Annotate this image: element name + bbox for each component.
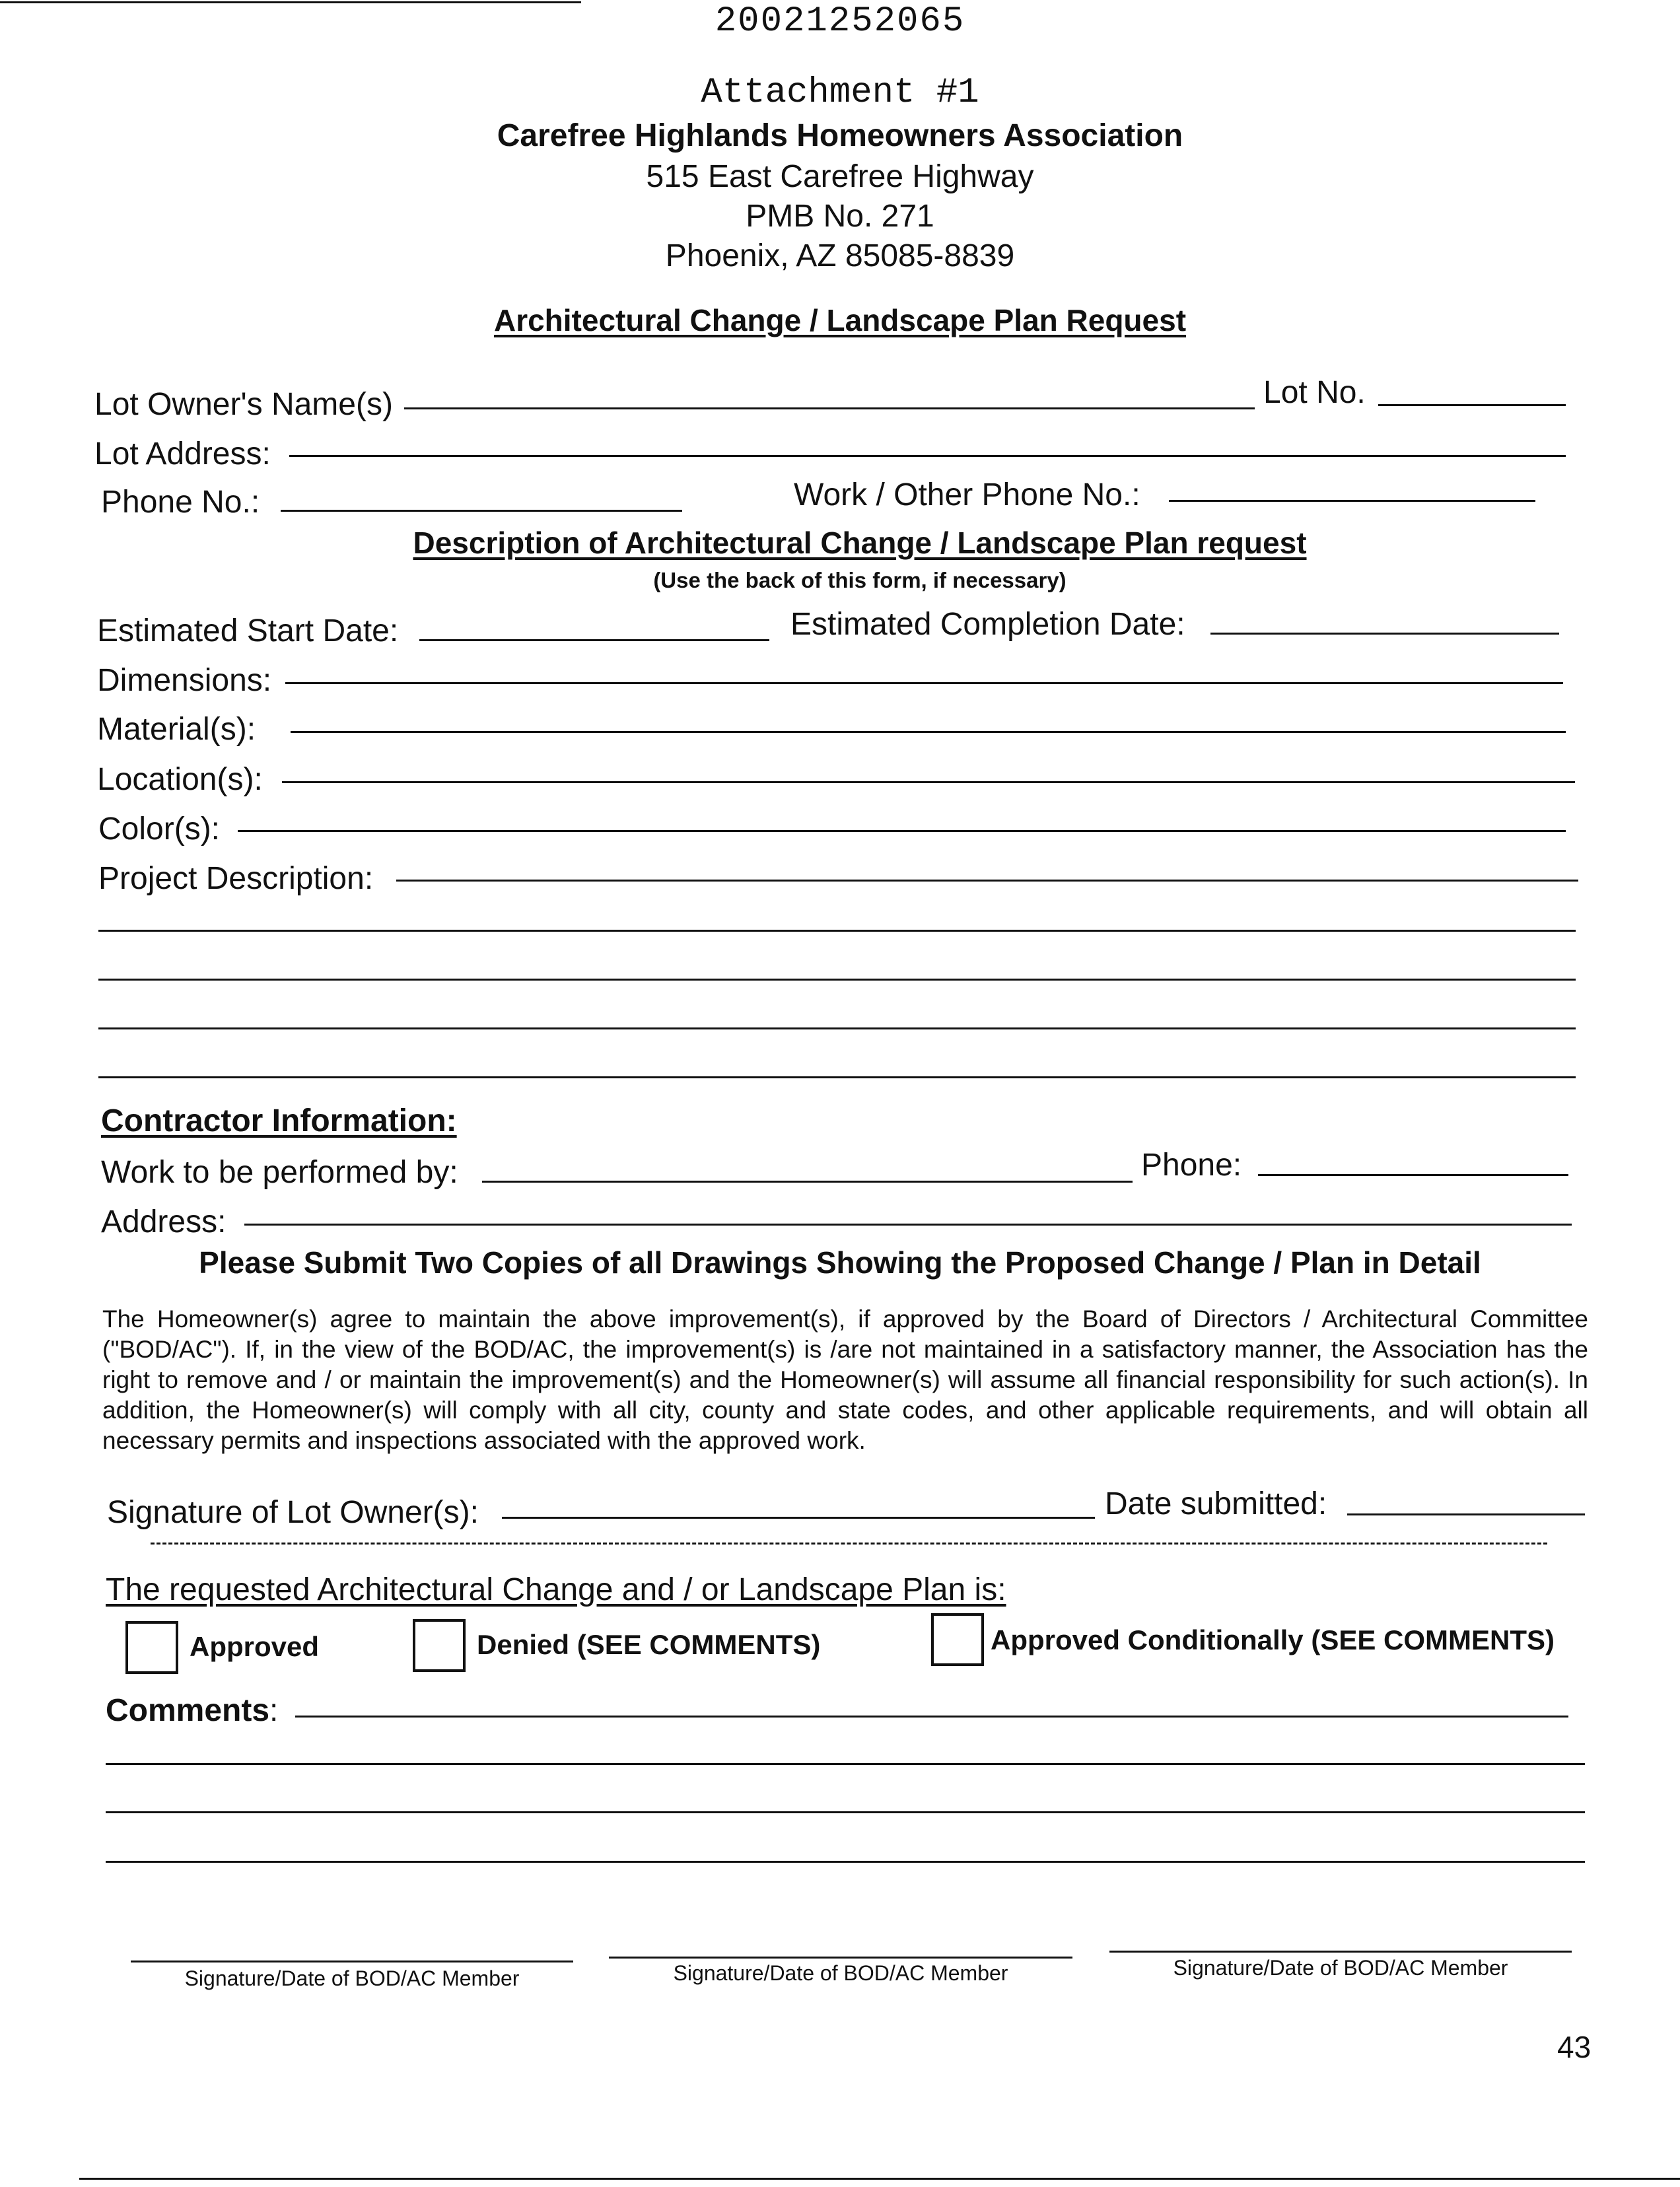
lot-owner-label: Lot Owner's Name(s) bbox=[94, 387, 393, 422]
comments-text: Comments bbox=[106, 1693, 270, 1728]
comments-line-4[interactable] bbox=[106, 1861, 1585, 1863]
phone-label: Phone No.: bbox=[101, 485, 260, 520]
dimensions-field[interactable] bbox=[285, 682, 1563, 684]
start-date-label: Estimated Start Date: bbox=[97, 613, 399, 648]
owner-signature-label: Signature of Lot Owner(s): bbox=[107, 1495, 479, 1530]
contractor-phone-label: Phone: bbox=[1141, 1148, 1242, 1183]
materials-label: Material(s): bbox=[97, 712, 256, 747]
contractor-address-field[interactable] bbox=[244, 1224, 1572, 1226]
lot-no-label: Lot No. bbox=[1263, 375, 1366, 410]
decision-title: The requested Architectural Change and / or Landscape Plan is: bbox=[106, 1572, 1006, 1607]
approved-checkbox[interactable] bbox=[125, 1621, 178, 1674]
address-line-2: PMB No. 271 bbox=[746, 199, 934, 234]
work-by-field[interactable] bbox=[482, 1181, 1133, 1183]
lot-address-field[interactable] bbox=[289, 455, 1566, 457]
project-description-line-3[interactable] bbox=[98, 979, 1576, 981]
separator-dashed-line bbox=[151, 1543, 1547, 1545]
approved-label: Approved bbox=[190, 1631, 320, 1662]
address-line-1: 515 East Carefree Highway bbox=[646, 159, 1034, 194]
denied-checkbox[interactable] bbox=[413, 1619, 466, 1672]
approved-conditionally-checkbox[interactable] bbox=[931, 1613, 984, 1666]
lot-no-field[interactable] bbox=[1378, 404, 1566, 406]
lot-address-label: Lot Address: bbox=[94, 436, 271, 471]
submit-notice: Please Submit Two Copies of all Drawings Showing the Proposed Change / Plan in Detail bbox=[199, 1245, 1481, 1280]
work-phone-label: Work / Other Phone No.: bbox=[794, 477, 1140, 512]
comments-colon: : bbox=[269, 1693, 279, 1728]
contractor-address-label: Address: bbox=[101, 1204, 227, 1239]
denied-label: Denied (SEE COMMENTS) bbox=[477, 1629, 821, 1660]
organization-name: Carefree Highlands Homeowners Association bbox=[497, 118, 1183, 153]
comments-line-3[interactable] bbox=[106, 1811, 1585, 1813]
owner-signature-field[interactable] bbox=[502, 1517, 1095, 1519]
comments-line-2[interactable] bbox=[106, 1763, 1585, 1765]
description-title: Description of Architectural Change / Landscape Plan request bbox=[413, 526, 1307, 560]
dimensions-label: Dimensions: bbox=[97, 663, 272, 698]
board-signature-label-3: Signature/Date of BOD/AC Member bbox=[1173, 1956, 1508, 1980]
board-signature-label-1: Signature/Date of BOD/AC Member bbox=[184, 1966, 520, 1990]
comments-field[interactable] bbox=[295, 1716, 1568, 1718]
document-number: 20021252065 bbox=[715, 1, 965, 42]
materials-field[interactable] bbox=[291, 731, 1566, 733]
address-line-3: Phoenix, AZ 85085-8839 bbox=[665, 238, 1015, 273]
page-number: 43 bbox=[1557, 2030, 1592, 2064]
board-signature-line-1[interactable] bbox=[131, 1961, 573, 1962]
bottom-rule bbox=[79, 2178, 1680, 2180]
comments-label bbox=[106, 1692, 278, 1729]
colors-field[interactable] bbox=[238, 830, 1566, 832]
phone-field[interactable] bbox=[281, 510, 682, 512]
project-description-field[interactable] bbox=[396, 880, 1578, 882]
start-date-field[interactable] bbox=[419, 639, 769, 641]
completion-date-field[interactable] bbox=[1210, 633, 1559, 635]
project-description-label: Project Description: bbox=[98, 861, 374, 896]
approved-conditionally-label: Approved Conditionally (SEE COMMENTS) bbox=[991, 1624, 1555, 1655]
project-description-line-4[interactable] bbox=[98, 1027, 1576, 1029]
colors-label: Color(s): bbox=[98, 812, 221, 847]
project-description-line-5[interactable] bbox=[98, 1076, 1576, 1078]
attachment-label: Attachment #1 bbox=[701, 73, 979, 113]
board-signature-line-2[interactable] bbox=[609, 1957, 1072, 1959]
board-signature-line-3[interactable] bbox=[1109, 1951, 1572, 1953]
date-submitted-label: Date submitted: bbox=[1105, 1486, 1327, 1521]
agreement-paragraph: The Homeowner(s) agree to maintain the above improvement(s), if approved by the Board of Directors / Architectural Committee ("BOD/AC"). If, in the view of the BOD/AC, the improvement(s) is /are not maintained in a satisfactory manner, the Association has the right to remove and / or maintain the improvement(s) and the Homeowner(s) will assume all financial responsibility for such action(s). In addition, the Homeowner(s) will comply with all city, county and state codes, and other applicable requirements, and will obtain all necessary permits and inspections associated with the approved work. bbox=[102, 1305, 1588, 1454]
project-description-line-2[interactable] bbox=[98, 930, 1576, 932]
locations-label: Location(s): bbox=[97, 762, 263, 797]
lot-owner-field[interactable] bbox=[404, 407, 1255, 409]
completion-date-label: Estimated Completion Date: bbox=[790, 607, 1185, 642]
work-phone-field[interactable] bbox=[1169, 500, 1535, 502]
work-by-label: Work to be performed by: bbox=[101, 1155, 458, 1190]
locations-field[interactable] bbox=[282, 781, 1575, 783]
form-title: Architectural Change / Landscape Plan Request bbox=[493, 303, 1187, 337]
contractor-phone-field[interactable] bbox=[1258, 1174, 1568, 1176]
date-submitted-field[interactable] bbox=[1347, 1513, 1585, 1515]
description-note: (Use the back of this form, if necessary) bbox=[653, 568, 1067, 592]
board-signature-label-2: Signature/Date of BOD/AC Member bbox=[673, 1961, 1008, 1985]
contractor-title: Contractor Information: bbox=[101, 1103, 457, 1138]
